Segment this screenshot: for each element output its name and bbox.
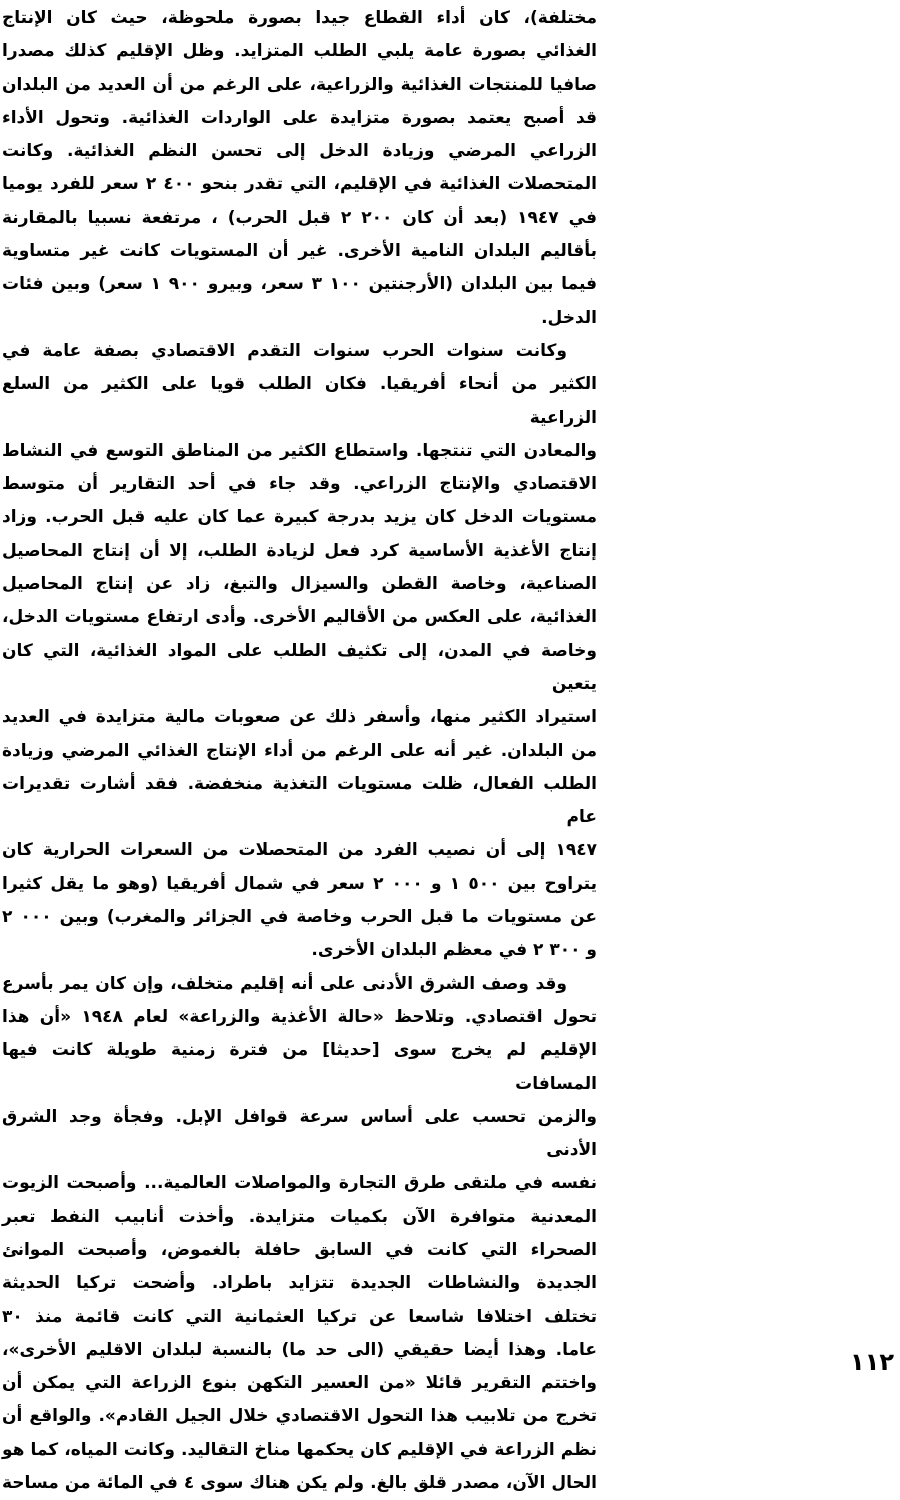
- text-line: تختلف اختلافا شاسعا عن تركيا العثمانية التي كانت قائمة منذ ٣٠: [2, 1306, 597, 1327]
- text-line: تحول اقتصادي. وتلاحظ «حالة الأغذية والزراعة» لعام ١٩٤٨ «أن هذا: [2, 1006, 598, 1027]
- text-line: إنتاج الأغذية الأساسية كرد فعل لزيادة الطلب، إلا أن إنتاج المحاصيل: [2, 540, 597, 561]
- text-line: وقد وصف الشرق الأدنى على أنه إقليم متخلف، وإن كان يمر بأسرع: [2, 973, 567, 994]
- text-line: الغذائية، على العكس من الأقاليم الأخرى. وأدى ارتفاع مستويات الدخل،: [2, 607, 597, 628]
- text-line: واختتم التقرير قائلا «من العسير التكهن بنوع الزراعة التي يمكن أن: [2, 1373, 597, 1394]
- text-line: بأقاليم البلدان النامية الأخرى. غير أن المستويات كانت غير متساوية: [2, 241, 597, 262]
- text-line: تخرج من تلابيب هذا التحول الاقتصادي خلال الجيل القادم». والواقع أن: [2, 1406, 597, 1427]
- text-line: صافيا للمنتجات الغذائية والزراعية، على الرغم من أن العديد من البلدان: [2, 74, 597, 95]
- text-line: الاقتصادي والإنتاج الزراعي. وقد جاء في أحد التقارير أن متوسط: [2, 474, 597, 495]
- text-line: نظم الزراعة في الإقليم كان يحكمها مناخ التقاليد. وكانت المياه، كما هو: [2, 1439, 597, 1460]
- text-line: الصحراء التي كانت في السابق حافلة بالغموض، وأصبحت الموانئ: [2, 1239, 597, 1260]
- text-line: الغذائي بصورة عامة يلبي الطلب المتزايد. وظل الإقليم كذلك مصدرا: [2, 41, 597, 62]
- text-line: المتحصلات الغذائية في الإقليم، التي تقدر بنحو ٤٠٠ ٢ سعر للفرد يوميا: [2, 174, 597, 195]
- text-line: الحال الآن، مصدر قلق بالغ. ولم يكن هناك سوى ٤ في المائة من مساحة: [2, 1473, 598, 1494]
- paragraph: [2, 335, 597, 968]
- text-line: والمعادن التي تنتجها. واستطاع الكثير من المناطق التوسع في النشاط: [2, 440, 597, 461]
- text-line: الجديدة والنشاطات الجديدة تتزايد باطراد. وأضحت تركيا الحديثة: [2, 1273, 597, 1294]
- paragraph: [2, 2, 597, 335]
- text-line: الزراعي المرضي وزيادة الدخل إلى تحسن النظم الغذائية. وكانت: [2, 141, 597, 162]
- body-text: [2, 2, 597, 1500]
- text-line: من البلدان. غير أنه على الرغم من أداء الإنتاج الغذائي المرضي وزيادة: [2, 740, 597, 761]
- text-line: نفسه في ملتقى طرق التجارة والمواصلات العالمية... وأصبحت الزيوت: [2, 1173, 597, 1194]
- text-line: استيراد الكثير منها، وأسفر ذلك عن صعوبات مالية متزايدة في العديد: [2, 707, 597, 728]
- text-line: و ٣٠٠ ٢ في معظم البلدان الأخرى.: [311, 940, 597, 961]
- text-line: عاما. وهذا أيضا حقيقي (الى حد ما) بالنسبة لبلدان الاقليم الأخرى»،: [2, 1339, 597, 1360]
- text-line: فيما بين البلدان (الأرجنتين ١٠٠ ٣ سعر، وبيرو ٩٠٠ ١ سعر) وبين فئات: [2, 274, 598, 295]
- text-line: وكانت سنوات الحرب سنوات التقدم الاقتصادي بصفة عامة في: [2, 340, 567, 361]
- text-line: الصناعية، وخاصة القطن والسيزال والتبغ، زاد عن إنتاج المحاصيل: [2, 574, 597, 595]
- text-line: مختلفة)، كان أداء القطاع جيدا بصورة ملحوظة، حيث كان الإنتاج: [2, 8, 597, 28]
- text-line: في ١٩٤٧ (بعد أن كان ٢٠٠ ٢ قبل الحرب) ، مرتفعة نسبيا بالمقارنة: [2, 207, 598, 228]
- text-line: الطلب الفعال، ظلت مستويات التغذية منخفضة. فقد أشارت تقديرات عام: [2, 773, 597, 828]
- text-line: الكثير من أنحاء أفريقيا. فكان الطلب قويا على الكثير من السلع الزراعية: [2, 374, 597, 428]
- text-line: الدخل.: [541, 307, 597, 328]
- text-line: والزمن تحسب على أساس سرعة قوافل الإبل. وفجأة وجد الشرق الأدنى: [2, 1106, 597, 1161]
- page-number: ١١٢: [850, 1348, 894, 1376]
- text-line: وخاصة في المدن، إلى تكثيف الطلب على المواد الغذائية، التي كان يتعين: [2, 640, 597, 694]
- text-line: يتراوح بين ٥٠٠ ١ و ٠٠٠ ٢ سعر في شمال أفريقيا (وهو ما يقل كثيرا: [2, 873, 597, 894]
- text-line: ١٩٤٧ إلى أن نصيب الفرد من المتحصلات من السعرات الحرارية كان: [2, 840, 597, 861]
- paragraph: [2, 968, 597, 1500]
- text-line: الإقليم لم يخرج سوى [حديثا] من فترة زمنية طويلة كانت فيها المسافات: [2, 1040, 597, 1094]
- text-line: مستويات الدخل كان يزيد بدرجة كبيرة عما كان عليه قبل الحرب. وزاد: [2, 507, 597, 528]
- text-line: قد أصبح يعتمد بصورة متزايدة على الواردات الغذائية. وتحول الأداء: [2, 107, 597, 128]
- text-line: المعدنية متوافرة الآن بكميات متزايدة. وأخذت أنابيب النفط تعبر: [2, 1206, 597, 1227]
- text-line: عن مستويات ما قبل الحرب وخاصة في الجزائر والمغرب) وبين ٠٠٠ ٢: [2, 907, 598, 928]
